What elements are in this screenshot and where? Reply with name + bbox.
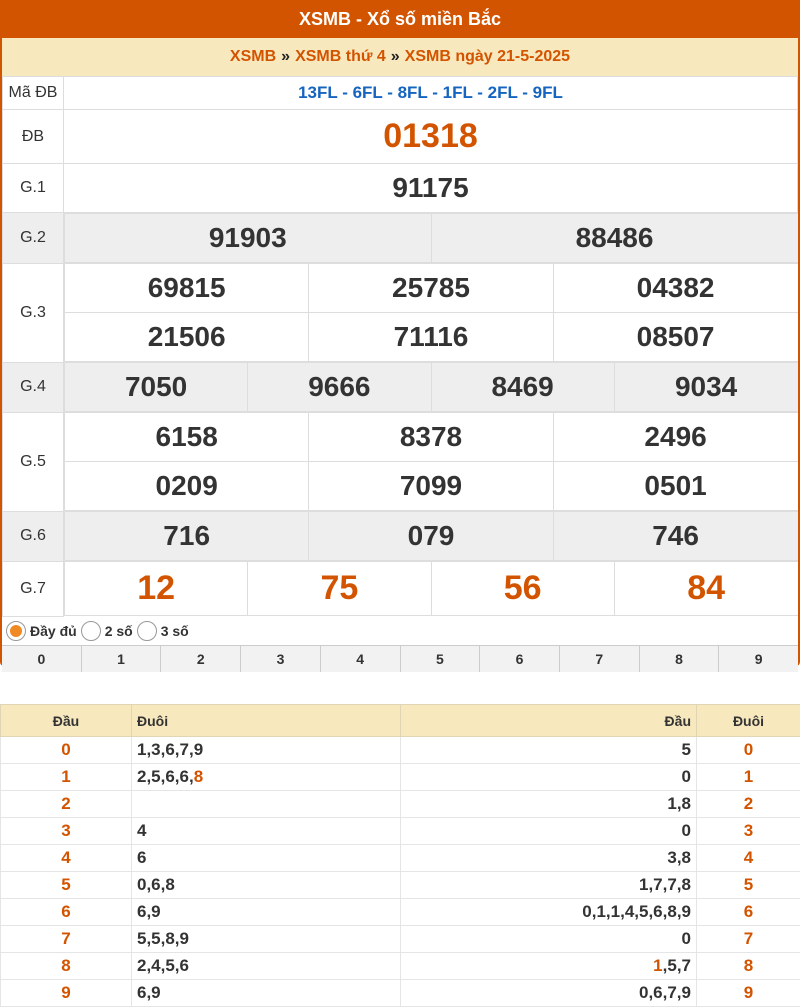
label-g7: G.7 [3,561,64,616]
loto-dau-list: 3,8 [401,845,697,872]
loto-dau: 0 [1,737,132,764]
loto-dau-list: 0 [401,818,697,845]
loto-dau-list: 5 [401,737,697,764]
prize-g3: 08507 [553,313,797,362]
loto-duoi: 6,9 [132,980,401,1007]
prize-g5: 7099 [309,462,553,511]
loto-dau: 7 [1,926,132,953]
breadcrumb-separator: » [391,48,400,66]
digit-button[interactable]: 5 [401,646,481,672]
loto-duoi-digit: 4 [697,845,800,872]
digit-button[interactable]: 1 [82,646,162,672]
digit-button[interactable]: 0 [2,646,82,672]
loto-dau-highlight: 1 [653,956,662,975]
digit-button[interactable]: 4 [321,646,401,672]
prize-g4: 8469 [431,363,614,412]
prize-g7: 75 [248,562,431,616]
loto-dau-list: 0,1,1,4,5,6,8,9 [401,899,697,926]
option-full-label: Đầy đủ [30,623,77,639]
loto-dau-list: 1,8 [401,791,697,818]
table-row [1,899,800,926]
prize-g5: 6158 [65,413,309,462]
loto-dau: 3 [1,818,132,845]
prize-g4: 7050 [65,363,248,412]
prize-g5: 0501 [553,462,797,511]
option-two-label: 2 số [105,623,133,639]
prize-g7: 12 [65,562,248,616]
prize-g5: 2496 [553,413,797,462]
digit-button[interactable]: 2 [161,646,241,672]
table-row [1,926,800,953]
loto-duoi: 0,6,8 [132,872,401,899]
table-row [1,791,800,818]
page-title: XSMB - Xổ số miền Bắc [2,0,798,38]
loto-duoi [132,764,401,791]
loto-duoi-digit: 8 [697,953,800,980]
label-g2: G.2 [3,213,64,264]
loto-dau: 2 [1,791,132,818]
loto-duoi-text: 2,5,6,6, [137,767,194,786]
label-g6: G.6 [3,511,64,561]
loto-header-dau: Đầu [1,705,132,737]
digit-button[interactable]: 9 [719,646,798,672]
table-row [1,845,800,872]
table-row [1,818,800,845]
prize-g3: 69815 [65,264,309,313]
digit-button[interactable]: 6 [480,646,560,672]
loto-duoi: 6 [132,845,401,872]
option-full[interactable] [6,621,77,641]
table-row [1,980,800,1007]
table-row [1,764,800,791]
option-three-label: 3 số [161,623,189,639]
prize-g7: 84 [614,562,797,616]
prize-g7: 56 [431,562,614,616]
loto-duoi-digit: 0 [697,737,800,764]
radio-icon[interactable] [81,621,101,641]
loto-duoi-digit: 9 [697,980,800,1007]
loto-header-dau: Đầu [401,705,697,737]
breadcrumb-date-link[interactable]: XSMB ngày 21-5-2025 [405,48,570,66]
digit-button[interactable]: 8 [640,646,720,672]
display-options [2,617,798,645]
results-table [2,76,798,617]
prize-g3: 25785 [309,264,553,313]
breadcrumb-separator: » [281,48,290,66]
prize-g3: 04382 [553,264,797,313]
loto-dau-list: 0 [401,764,697,791]
loto-duoi-digit: 2 [697,791,800,818]
breadcrumb-home-link[interactable]: XSMB [230,48,276,66]
label-g1: G.1 [3,164,64,213]
digit-filter-bar [2,645,798,672]
radio-selected-icon[interactable] [6,621,26,641]
ma-db-value: 13FL - 6FL - 8FL - 1FL - 2FL - 9FL [64,77,798,110]
loto-duoi: 6,9 [132,899,401,926]
loto-dau-list: 0,6,7,9 [401,980,697,1007]
loto-dau-list [401,953,697,980]
loto-duoi: 4 [132,818,401,845]
loto-dau: 5 [1,872,132,899]
prize-g2: 91903 [65,214,432,263]
prize-g4: 9666 [248,363,431,412]
prize-g5: 0209 [65,462,309,511]
prize-g5: 8378 [309,413,553,462]
loto-dau: 1 [1,764,132,791]
table-row [1,872,800,899]
radio-icon[interactable] [137,621,157,641]
loto-dau-list: 1,7,7,8 [401,872,697,899]
prize-g3: 71116 [309,313,553,362]
loto-header-duoi: Đuôi [132,705,401,737]
table-row [1,737,800,764]
loto-duoi-highlight: 8 [194,767,203,786]
loto-dau: 6 [1,899,132,926]
loto-duoi: 5,5,8,9 [132,926,401,953]
loto-dau-text: ,5,7 [663,956,691,975]
label-ma-db: Mã ĐB [3,77,64,110]
label-g3: G.3 [3,263,64,362]
prize-g2: 88486 [431,214,798,263]
loto-table [0,704,800,1007]
label-g5: G.5 [3,412,64,511]
loto-duoi-digit: 7 [697,926,800,953]
prize-g6: 716 [65,512,309,561]
option-two-digits[interactable] [81,621,133,641]
prize-g3: 21506 [65,313,309,362]
loto-duoi: 1,3,6,7,9 [132,737,401,764]
loto-dau-list: 0 [401,926,697,953]
prize-g1: 91175 [64,164,798,213]
loto-duoi-digit: 3 [697,818,800,845]
digit-button[interactable]: 3 [241,646,321,672]
prize-g4: 9034 [614,363,797,412]
loto-duoi-digit: 1 [697,764,800,791]
label-db: ĐB [3,110,64,164]
prize-g6: 746 [553,512,797,561]
loto-dau: 4 [1,845,132,872]
prize-db: 01318 [64,110,798,164]
label-g4: G.4 [3,362,64,412]
loto-duoi-digit: 6 [697,899,800,926]
loto-dau: 9 [1,980,132,1007]
table-row [1,953,800,980]
breadcrumb [2,38,798,76]
option-three-digits[interactable] [137,621,189,641]
loto-dau: 8 [1,953,132,980]
breadcrumb-day-link[interactable]: XSMB thứ 4 [295,48,386,66]
loto-duoi: 2,4,5,6 [132,953,401,980]
digit-button[interactable]: 7 [560,646,640,672]
loto-duoi [132,791,401,818]
loto-header-duoi: Đuôi [697,705,800,737]
prize-g6: 079 [309,512,553,561]
loto-duoi-digit: 5 [697,872,800,899]
